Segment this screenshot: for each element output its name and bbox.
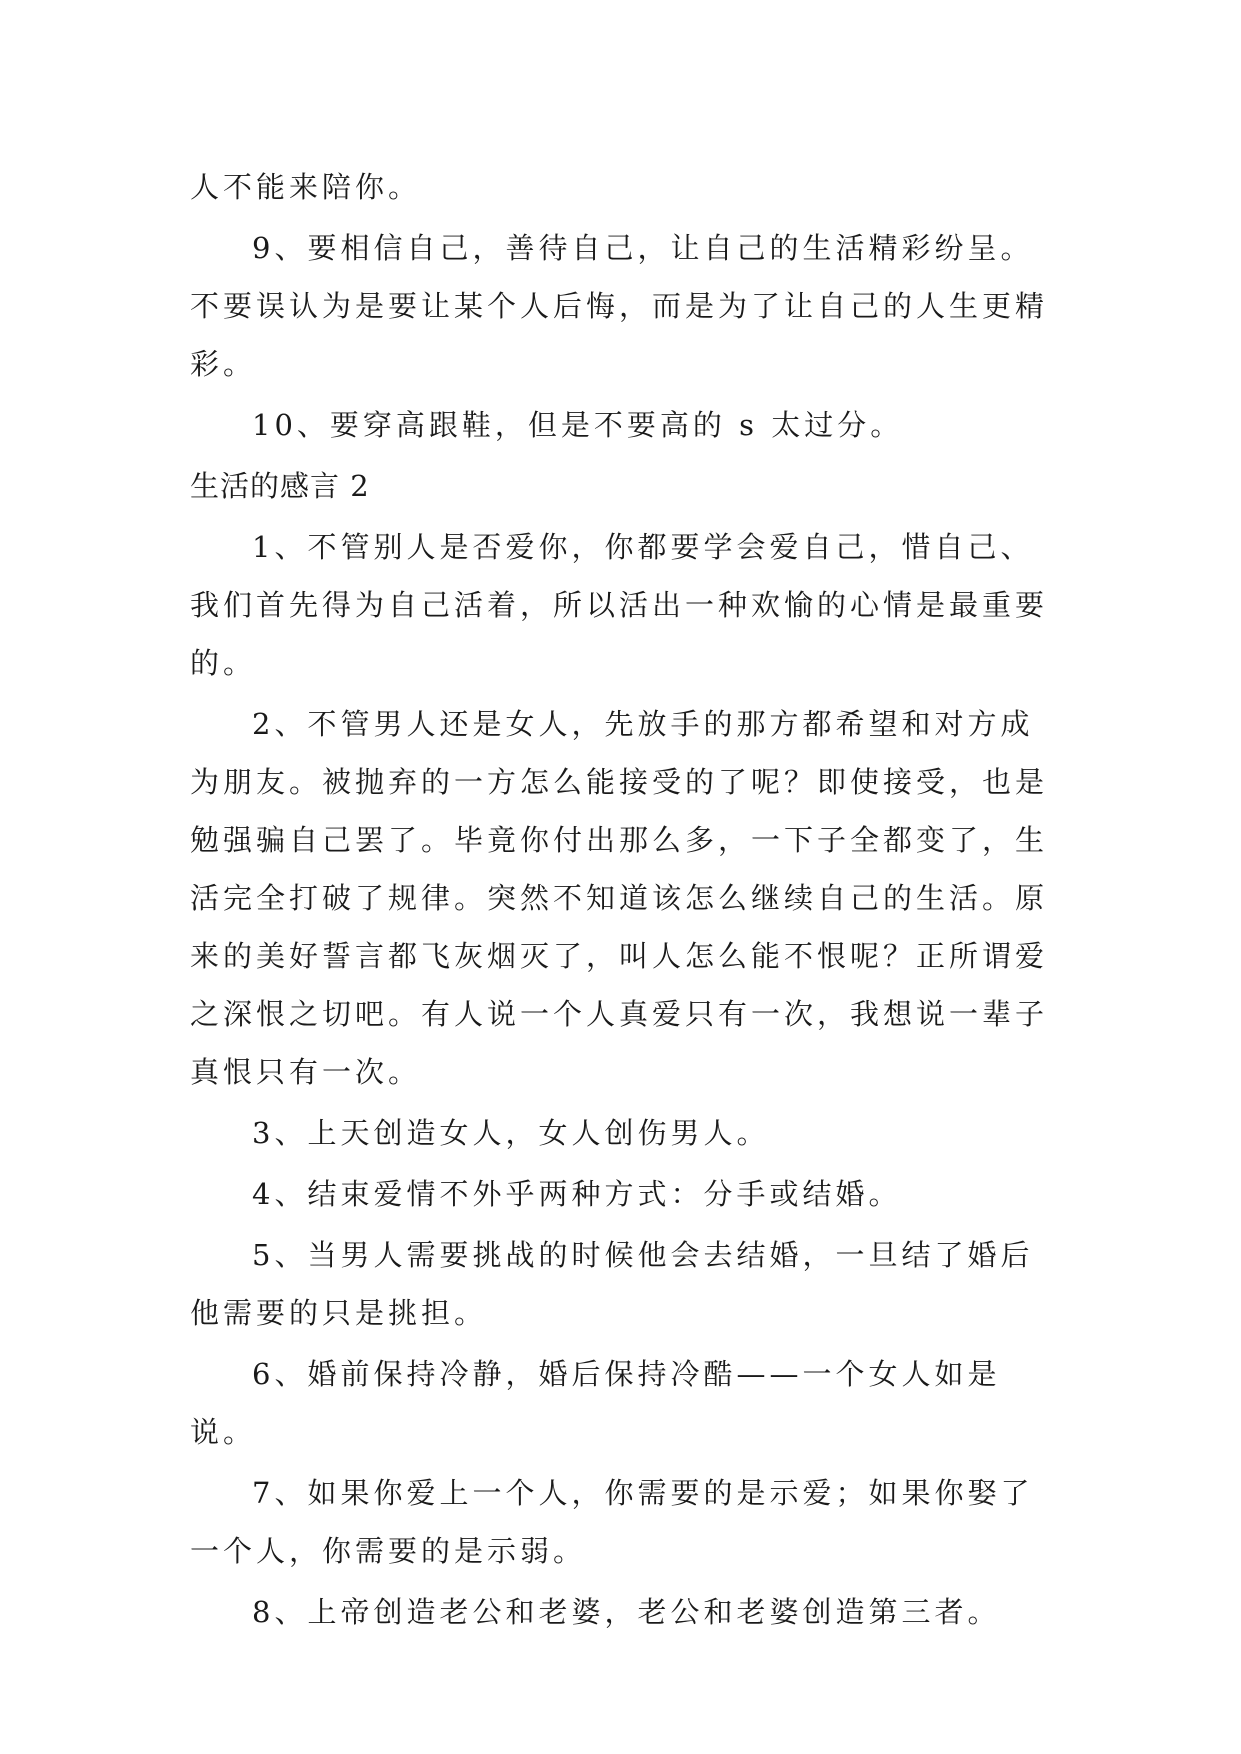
document-body [190, 158, 1060, 1644]
paragraph-item-10: 10、要穿高跟鞋，但是不要高的 s 太过分。 [252, 408, 904, 442]
paragraph-item-2: 2、不管男人还是女人，先放手的那方都希望和对方成为朋友。被抛弃的一方怎么能接受的了呢？即使接受，也是勉强骗自己罢了。毕竟你付出那么多，一下子全都变了，生活完全打破了规律。突然不知道该怎么继续自己的生活。原来的美好誓言都飞灰烟灭了，叫人怎么能不恨呢？正所谓爱之深恨之切吧。有人说一个人真爱只有一次，我想说一辈子真恨只有一次。 [190, 707, 1049, 1089]
section-heading: 生活的感言 2 [190, 469, 370, 503]
paragraph-item-5: 5、当男人需要挑战的时候他会去结婚，一旦结了婚后他需要的只是挑担。 [190, 1238, 1034, 1330]
paragraph-item-4: 4、结束爱情不外乎两种方式：分手或结婚。 [252, 1177, 902, 1211]
paragraph-item-1: 1、不管别人是否爱你，你都要学会爱自己，惜自己、我们首先得为自己活着，所以活出一种欢愉的心情是最重要的。 [190, 530, 1049, 680]
paragraph-item-8: 8、上帝创造老公和老婆，老公和老婆创造第三者。 [252, 1595, 1001, 1629]
paragraph-item-7: 7、如果你爱上一个人，你需要的是示爱；如果你娶了一个人，你需要的是示弱。 [190, 1476, 1034, 1568]
paragraph-item-9: 9、要相信自己，善待自己，让自己的生活精彩纷呈。不要误认为是要让某个人后悔，而是为了让自己的人生更精彩。 [190, 231, 1049, 381]
paragraph-item-3: 3、上天创造女人，女人创伤男人。 [252, 1116, 770, 1150]
paragraph-item-6: 6、婚前保持冷静，婚后保持冷酷——一个女人如是说。 [190, 1357, 1001, 1449]
paragraph-continuation: 人不能来陪你。 [190, 170, 422, 204]
